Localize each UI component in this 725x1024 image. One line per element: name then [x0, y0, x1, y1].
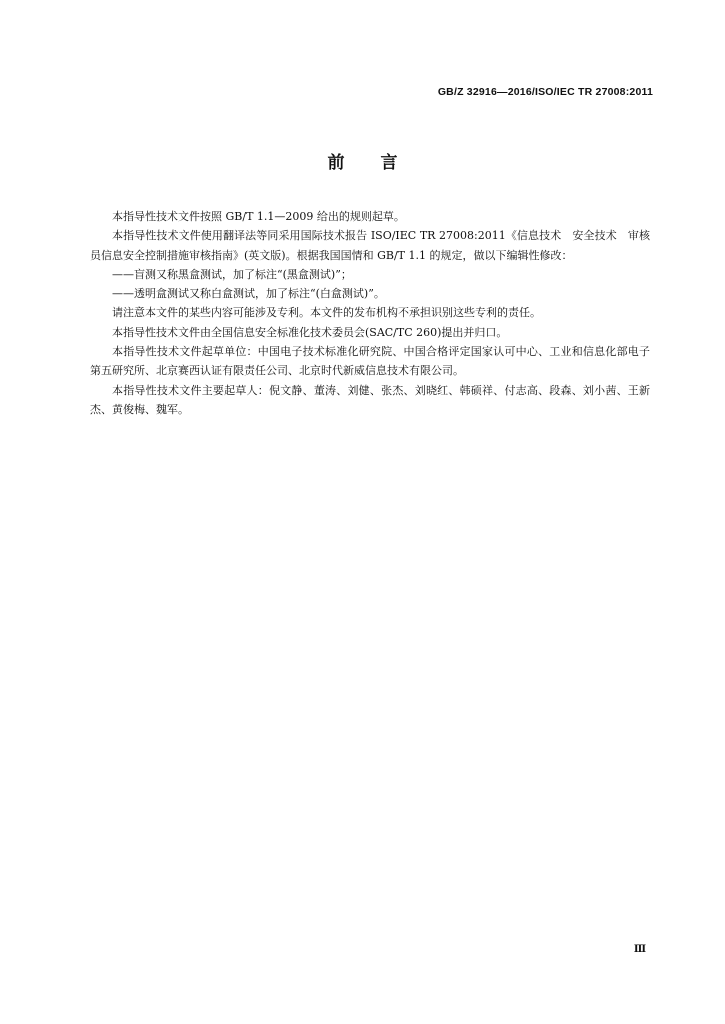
list-item-white-box: ——透明盒测试又称白盒测试，加了标注“(白盒测试)”。: [112, 287, 385, 301]
foreword-body: [90, 207, 650, 419]
paragraph-proposing-body: 本指导性技术文件由全国信息安全标准化技术委员会(SAC/TC 260)提出并归口。: [112, 325, 508, 339]
paragraph-drafting-units: 本指导性技术文件起草单位：中国电子技术标准化研究院、中国合格评定国家认可中心、工业和信息化部电子第五研究所、北京赛西认证有限责任公司、北京时代新威信息技术有限公司。: [90, 345, 650, 378]
paragraph-drafters: 本指导性技术文件主要起草人：倪文静、董涛、刘健、张杰、刘晓红、韩硕祥、付志高、段森、刘小茜、王新杰、黄俊梅、魏军。: [90, 383, 650, 416]
page-title: 前言: [327, 153, 434, 173]
paragraph-patent-notice: 请注意本文件的某些内容可能涉及专利。本文件的发布机构不承担识别这些专利的责任。: [112, 306, 541, 320]
page-number: Ⅲ: [633, 944, 646, 955]
paragraph-translation-method: 本指导性技术文件使用翻译法等同采用国际技术报告 ISO/IEC TR 27008:2011《信息技术 安全技术 审核员信息安全控制措施审核指南》(英文版)。根据我国国情和 GB/T 1.1 的规定，做以下编辑性修改：: [90, 229, 650, 262]
standard-code-header: GB/Z 32916—2016/ISO/IEC TR 27008:2011: [437, 86, 653, 98]
paragraph-drafting-rules: 本指导性技术文件按照 GB/T 1.1—2009 给出的规则起草。: [112, 210, 405, 223]
list-item-black-box: ——盲测又称黑盒测试，加了标注“(黑盒测试)”；: [112, 267, 352, 281]
